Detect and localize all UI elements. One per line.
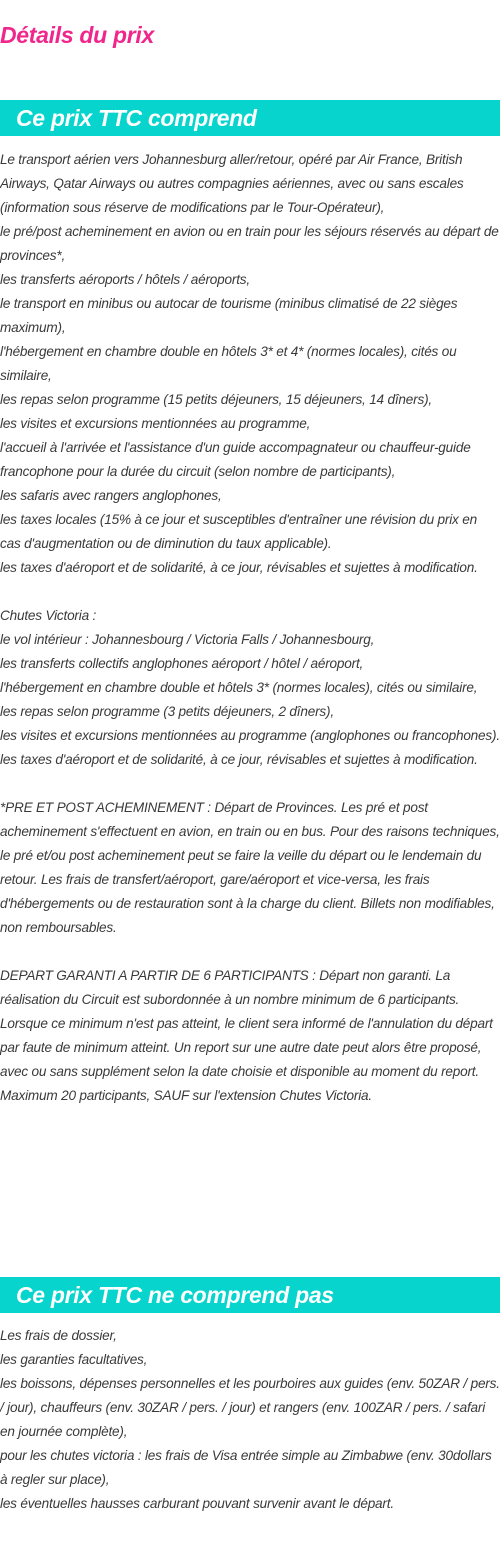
included-paragraph-main [0, 148, 500, 580]
included-line: l'hébergement en chambre double et hôtels 3* (normes locales), cités ou similaire, [0, 680, 478, 695]
included-line: Le transport aérien vers Johannesburg aller/retour, opéré par Air France, British Airways, Qatar Airways ou autres compagnies aériennes, avec ou sans escales (information sous réserve de modifications par le Tour-Opérateur), [0, 152, 464, 215]
included-line: le transport en minibus ou autocar de tourisme (minibus climatisé de 22 sièges maximum), [0, 296, 458, 335]
excluded-paragraph [0, 1324, 500, 1516]
excluded-line: pour les chutes victoria : les frais de Visa entrée simple au Zimbabwe (env. 30dollars à regler sur place), [0, 1448, 492, 1487]
included-line: le vol intérieur : Johannesbourg / Victoria Falls / Johannesbourg, [0, 632, 375, 647]
excluded-line: les éventuelles hausses carburant pouvant survenir avant le départ. [0, 1496, 394, 1511]
included-line: l'hébergement en chambre double en hôtels 3* et 4* (normes locales), cités ou similaire, [0, 344, 457, 383]
included-line: les taxes d'aéroport et de solidarité, à ce jour, révisables et sujettes à modification. [0, 752, 478, 767]
excluded-content [0, 1324, 500, 1516]
paragraph-spacer [0, 940, 500, 964]
included-paragraph-guaranteed-departure [0, 964, 500, 1108]
excluded-line: les garanties facultatives, [0, 1352, 148, 1367]
included-line: les visites et excursions mentionnées au programme (anglophones ou francophones). [0, 728, 500, 743]
paragraph-spacer [0, 580, 500, 604]
included-line: *PRE ET POST ACHEMINEMENT : Départ de Provinces. Les pré et post acheminement s'effectuent en avion, en train ou en bus. Pour des raisons techniques, le pré et/ou post acheminement peut se faire la veille du départ ou le lendemain du retour. Les frais de transfert/aéroport, gare/aéroport et vice-versa, les frais d'hébergements ou de restauration sont à la charge du client. Billets non modifiables, non remboursables. [0, 800, 500, 935]
included-line: Chutes Victoria : [0, 608, 97, 623]
included-line: DEPART GARANTI A PARTIR DE 6 PARTICIPANTS : Départ non garanti. La réalisation du Circuit est subordonnée à un nombre minimum de 6 participants. Lorsque ce minimum n'est pas atteint, le client sera informé de l'annulation du départ par faute de minimum atteint. Un report sur une autre date peut alors être proposé, avec ou sans supplément selon la date choisie et disponible au moment du report. Maximum 20 participants, SAUF sur l'extension Chutes Victoria. [0, 968, 493, 1103]
included-line: les visites et excursions mentionnées au programme, [0, 416, 311, 431]
included-line: les taxes d'aéroport et de solidarité, à ce jour, révisables et sujettes à modification. [0, 560, 478, 575]
included-paragraph-transfer-note [0, 796, 500, 940]
page-title: Détails du prix [0, 22, 154, 48]
included-line: les transferts collectifs anglophones aéroport / hôtel / aéroport, [0, 656, 364, 671]
included-line: l'accueil à l'arrivée et l'assistance d'un guide accompagnateur ou chauffeur-guide francophone pour la durée du circuit (selon nombre de participants), [0, 440, 471, 479]
section-header-excluded: Ce prix TTC ne comprend pas [0, 1277, 500, 1313]
included-line: les repas selon programme (15 petits déjeuners, 15 déjeuners, 14 dîners), [0, 392, 432, 407]
paragraph-spacer [0, 772, 500, 796]
included-line: le pré/post acheminement en avion ou en train pour les séjours réservés au départ de provinces*, [0, 224, 499, 263]
included-line: les safaris avec rangers anglophones, [0, 488, 222, 503]
included-line: les taxes locales (15% à ce jour et susceptibles d'entraîner une révision du prix en cas d'augmentation ou de diminution du taux applicable). [0, 512, 477, 551]
excluded-line: Les frais de dossier, [0, 1328, 117, 1343]
included-line: les transferts aéroports / hôtels / aéroports, [0, 272, 250, 287]
included-content [0, 148, 500, 1108]
excluded-line: les boissons, dépenses personnelles et les pourboires aux guides (env. 50ZAR / pers. / jour), chauffeurs (env. 30ZAR / pers. / jour) et rangers (env. 100ZAR / pers. / safari en journée complète), [0, 1376, 500, 1439]
included-line: les repas selon programme (3 petits déjeuners, 2 dîners), [0, 704, 334, 719]
section-header-included: Ce prix TTC comprend [0, 100, 500, 136]
included-paragraph-victoria [0, 604, 500, 772]
